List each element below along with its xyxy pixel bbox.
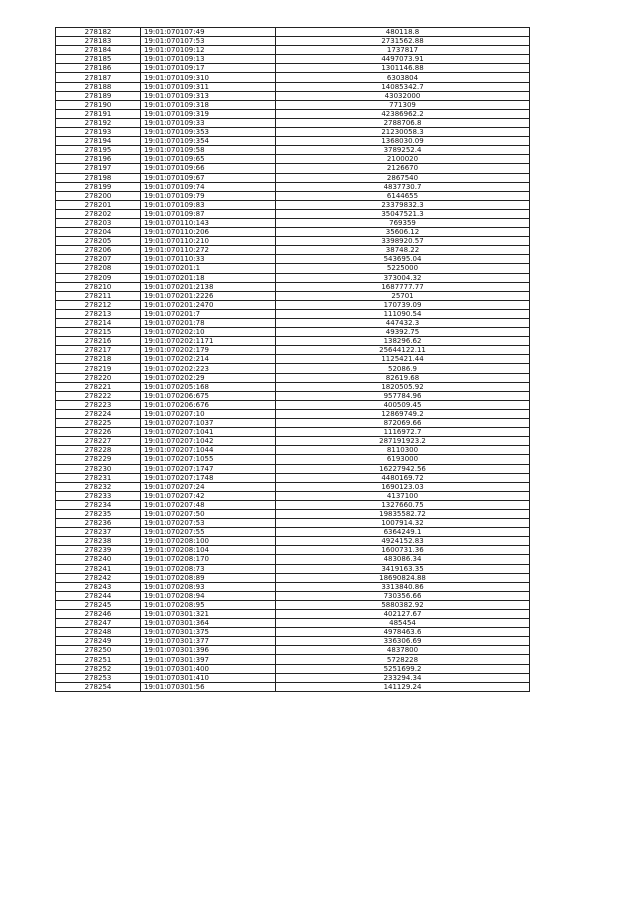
value-cell: 4837730.7	[276, 182, 530, 191]
value-cell: 35047521.3	[276, 209, 530, 218]
cadastral-number-cell: 19:01:070207:1747	[141, 464, 276, 473]
value-cell: 6144655	[276, 191, 530, 200]
row-id-cell: 278191	[56, 109, 141, 118]
row-id-cell: 278196	[56, 155, 141, 164]
table-row	[56, 146, 530, 155]
row-id-cell: 278245	[56, 600, 141, 609]
value-cell: 872069.66	[276, 419, 530, 428]
value-cell: 35606.12	[276, 228, 530, 237]
value-cell: 4137100	[276, 491, 530, 500]
row-id-cell: 278205	[56, 237, 141, 246]
cadastral-number-cell: 19:01:070201:2226	[141, 291, 276, 300]
cadastral-number-cell: 19:01:070109:74	[141, 182, 276, 191]
value-cell: 1368030.09	[276, 137, 530, 146]
row-id-cell: 278193	[56, 128, 141, 137]
table-row	[56, 28, 530, 37]
row-id-cell: 278198	[56, 173, 141, 182]
table-row	[56, 464, 530, 473]
row-id-cell: 278182	[56, 28, 141, 37]
value-cell: 4837800	[276, 646, 530, 655]
table-row	[56, 173, 530, 182]
cadastral-number-cell: 19:01:070206:675	[141, 391, 276, 400]
cadastral-number-cell: 19:01:070301:397	[141, 655, 276, 664]
table-row	[56, 264, 530, 273]
cadastral-number-cell: 19:01:070202:214	[141, 355, 276, 364]
table-row	[56, 373, 530, 382]
table-row	[56, 600, 530, 609]
cadastral-number-cell: 19:01:070109:66	[141, 164, 276, 173]
value-cell: 1687777.77	[276, 282, 530, 291]
table-row	[56, 400, 530, 409]
row-id-cell: 278231	[56, 473, 141, 482]
table-row	[56, 46, 530, 55]
data-table	[55, 27, 530, 692]
table-row	[56, 564, 530, 573]
row-id-cell: 278194	[56, 137, 141, 146]
row-id-cell: 278250	[56, 646, 141, 655]
row-id-cell: 278218	[56, 355, 141, 364]
cadastral-number-cell: 19:01:070109:33	[141, 118, 276, 127]
cadastral-number-cell: 19:01:070207:24	[141, 482, 276, 491]
cadastral-number-cell: 19:01:070201:1	[141, 264, 276, 273]
row-id-cell: 278212	[56, 300, 141, 309]
cadastral-number-cell: 19:01:070201:18	[141, 273, 276, 282]
value-cell: 49392.75	[276, 328, 530, 337]
row-id-cell: 278208	[56, 264, 141, 273]
cadastral-number-cell: 19:01:070207:1055	[141, 455, 276, 464]
row-id-cell: 278230	[56, 464, 141, 473]
row-id-cell: 278240	[56, 555, 141, 564]
value-cell: 4978463.6	[276, 628, 530, 637]
cadastral-number-cell: 19:01:070110:143	[141, 218, 276, 227]
value-cell: 5728228	[276, 655, 530, 664]
cadastral-number-cell: 19:01:070301:410	[141, 673, 276, 682]
value-cell: 730356.66	[276, 591, 530, 600]
value-cell: 2731562.88	[276, 37, 530, 46]
value-cell: 485454	[276, 619, 530, 628]
table-row	[56, 455, 530, 464]
value-cell: 483086.34	[276, 555, 530, 564]
cadastral-number-cell: 19:01:070107:49	[141, 28, 276, 37]
row-id-cell: 278238	[56, 537, 141, 546]
row-id-cell: 278197	[56, 164, 141, 173]
value-cell: 769359	[276, 218, 530, 227]
cadastral-number-cell: 19:01:070207:10	[141, 409, 276, 418]
value-cell: 52086.9	[276, 364, 530, 373]
value-cell: 1301146.88	[276, 64, 530, 73]
table-row	[56, 519, 530, 528]
table-row	[56, 528, 530, 537]
cadastral-number-cell: 19:01:070201:2138	[141, 282, 276, 291]
row-id-cell: 278192	[56, 118, 141, 127]
cadastral-number-cell: 19:01:070201:78	[141, 319, 276, 328]
cadastral-number-cell: 19:01:070109:67	[141, 173, 276, 182]
table-row	[56, 619, 530, 628]
row-id-cell: 278213	[56, 309, 141, 318]
value-cell: 2867540	[276, 173, 530, 182]
table-row	[56, 82, 530, 91]
table-row	[56, 419, 530, 428]
row-id-cell: 278214	[56, 319, 141, 328]
row-id-cell: 278200	[56, 191, 141, 200]
table-row	[56, 346, 530, 355]
cadastral-number-cell: 19:01:070109:313	[141, 91, 276, 100]
cadastral-number-cell: 19:01:070202:29	[141, 373, 276, 382]
cadastral-number-cell: 19:01:070208:89	[141, 573, 276, 582]
row-id-cell: 278183	[56, 37, 141, 46]
cadastral-number-cell: 19:01:070109:318	[141, 100, 276, 109]
table-row	[56, 255, 530, 264]
value-cell: 543695.04	[276, 255, 530, 264]
table-row	[56, 664, 530, 673]
value-cell: 1737817	[276, 46, 530, 55]
cadastral-number-cell: 19:01:070208:73	[141, 564, 276, 573]
value-cell: 6364249.1	[276, 528, 530, 537]
table-body	[56, 28, 530, 692]
value-cell: 170739.09	[276, 300, 530, 309]
value-cell: 336306.69	[276, 637, 530, 646]
cadastral-number-cell: 19:01:070109:319	[141, 109, 276, 118]
value-cell: 1116972.7	[276, 428, 530, 437]
table-row	[56, 100, 530, 109]
cadastral-number-cell: 19:01:070207:1037	[141, 419, 276, 428]
table-row	[56, 655, 530, 664]
cadastral-number-cell: 19:01:070208:95	[141, 600, 276, 609]
row-id-cell: 278225	[56, 419, 141, 428]
cadastral-number-cell: 19:01:070207:53	[141, 519, 276, 528]
cadastral-number-cell: 19:01:070107:53	[141, 37, 276, 46]
table-row	[56, 673, 530, 682]
row-id-cell: 278242	[56, 573, 141, 582]
cadastral-number-cell: 19:01:070109:13	[141, 55, 276, 64]
value-cell: 4480169.72	[276, 473, 530, 482]
cadastral-number-cell: 19:01:070205:168	[141, 382, 276, 391]
row-id-cell: 278199	[56, 182, 141, 191]
value-cell: 400509.45	[276, 400, 530, 409]
value-cell: 1327660.75	[276, 500, 530, 509]
table-row	[56, 491, 530, 500]
value-cell: 25644122.11	[276, 346, 530, 355]
value-cell: 21230058.3	[276, 128, 530, 137]
table-row	[56, 628, 530, 637]
value-cell: 5251699.2	[276, 664, 530, 673]
table-row	[56, 273, 530, 282]
table-row	[56, 482, 530, 491]
value-cell: 4924152.83	[276, 537, 530, 546]
cadastral-number-cell: 19:01:070206:676	[141, 400, 276, 409]
table-row	[56, 109, 530, 118]
table-row	[56, 200, 530, 209]
cadastral-number-cell: 19:01:070207:55	[141, 528, 276, 537]
table-row	[56, 409, 530, 418]
row-id-cell: 278239	[56, 546, 141, 555]
row-id-cell: 278253	[56, 673, 141, 682]
value-cell: 287191923.2	[276, 437, 530, 446]
table-row	[56, 500, 530, 509]
table-row	[56, 282, 530, 291]
row-id-cell: 278251	[56, 655, 141, 664]
cadastral-number-cell: 19:01:070207:1748	[141, 473, 276, 482]
row-id-cell: 278202	[56, 209, 141, 218]
cadastral-number-cell: 19:01:070301:400	[141, 664, 276, 673]
value-cell: 5225000	[276, 264, 530, 273]
row-id-cell: 278249	[56, 637, 141, 646]
value-cell: 42386962.2	[276, 109, 530, 118]
value-cell: 4497073.91	[276, 55, 530, 64]
value-cell: 12869749.2	[276, 409, 530, 418]
table-row	[56, 37, 530, 46]
row-id-cell: 278206	[56, 246, 141, 255]
table-row	[56, 137, 530, 146]
table-row	[56, 446, 530, 455]
cadastral-number-cell: 19:01:070109:17	[141, 64, 276, 73]
cadastral-number-cell: 19:01:070301:377	[141, 637, 276, 646]
cadastral-number-cell: 19:01:070109:12	[141, 46, 276, 55]
cadastral-number-cell: 19:01:070110:206	[141, 228, 276, 237]
table-row	[56, 509, 530, 518]
value-cell: 1690123.03	[276, 482, 530, 491]
table-row	[56, 355, 530, 364]
row-id-cell: 278246	[56, 610, 141, 619]
row-id-cell: 278237	[56, 528, 141, 537]
value-cell: 402127.67	[276, 610, 530, 619]
cadastral-number-cell: 19:01:070202:179	[141, 346, 276, 355]
cadastral-number-cell: 19:01:070109:310	[141, 73, 276, 82]
table-row	[56, 55, 530, 64]
row-id-cell: 278204	[56, 228, 141, 237]
cadastral-number-cell: 19:01:070301:56	[141, 682, 276, 691]
row-id-cell: 278211	[56, 291, 141, 300]
cadastral-number-cell: 19:01:070109:65	[141, 155, 276, 164]
row-id-cell: 278220	[56, 373, 141, 382]
table-row	[56, 364, 530, 373]
row-id-cell: 278248	[56, 628, 141, 637]
table-row	[56, 382, 530, 391]
table-row	[56, 300, 530, 309]
cadastral-number-cell: 19:01:070202:1171	[141, 337, 276, 346]
table-row	[56, 537, 530, 546]
row-id-cell: 278184	[56, 46, 141, 55]
value-cell: 6193000	[276, 455, 530, 464]
row-id-cell: 278223	[56, 400, 141, 409]
row-id-cell: 278228	[56, 446, 141, 455]
value-cell: 3398920.57	[276, 237, 530, 246]
row-id-cell: 278215	[56, 328, 141, 337]
value-cell: 447432.3	[276, 319, 530, 328]
cadastral-number-cell: 19:01:070109:354	[141, 137, 276, 146]
table-row	[56, 73, 530, 82]
cadastral-number-cell: 19:01:070301:375	[141, 628, 276, 637]
table-row	[56, 182, 530, 191]
table-row	[56, 646, 530, 655]
row-id-cell: 278254	[56, 682, 141, 691]
value-cell: 23379832.3	[276, 200, 530, 209]
cadastral-number-cell: 19:01:070208:104	[141, 546, 276, 555]
cadastral-number-cell: 19:01:070201:2470	[141, 300, 276, 309]
value-cell: 18690824.88	[276, 573, 530, 582]
table-row	[56, 473, 530, 482]
row-id-cell: 278247	[56, 619, 141, 628]
value-cell: 19835582.72	[276, 509, 530, 518]
table-row	[56, 391, 530, 400]
cadastral-number-cell: 19:01:070207:50	[141, 509, 276, 518]
value-cell: 38748.22	[276, 246, 530, 255]
value-cell: 25701	[276, 291, 530, 300]
cadastral-number-cell: 19:01:070109:83	[141, 200, 276, 209]
table-row	[56, 637, 530, 646]
row-id-cell: 278227	[56, 437, 141, 446]
value-cell: 43032000	[276, 91, 530, 100]
cadastral-number-cell: 19:01:070208:100	[141, 537, 276, 546]
table-row	[56, 573, 530, 582]
row-id-cell: 278188	[56, 82, 141, 91]
row-id-cell: 278209	[56, 273, 141, 282]
row-id-cell: 278235	[56, 509, 141, 518]
row-id-cell: 278222	[56, 391, 141, 400]
cadastral-number-cell: 19:01:070201:7	[141, 309, 276, 318]
table-row	[56, 228, 530, 237]
table-row	[56, 437, 530, 446]
cadastral-number-cell: 19:01:070207:1041	[141, 428, 276, 437]
table-row	[56, 128, 530, 137]
table-row	[56, 237, 530, 246]
row-id-cell: 278233	[56, 491, 141, 500]
value-cell: 1820505.92	[276, 382, 530, 391]
value-cell: 480118.8	[276, 28, 530, 37]
row-id-cell: 278232	[56, 482, 141, 491]
cadastral-number-cell: 19:01:070109:311	[141, 82, 276, 91]
value-cell: 14085342.7	[276, 82, 530, 91]
row-id-cell: 278229	[56, 455, 141, 464]
value-cell: 2788706.8	[276, 118, 530, 127]
table-row	[56, 91, 530, 100]
value-cell: 138296.62	[276, 337, 530, 346]
row-id-cell: 278187	[56, 73, 141, 82]
value-cell: 957784.96	[276, 391, 530, 400]
value-cell: 3313840.86	[276, 582, 530, 591]
value-cell: 111090.54	[276, 309, 530, 318]
cadastral-number-cell: 19:01:070208:93	[141, 582, 276, 591]
value-cell: 3419163.35	[276, 564, 530, 573]
row-id-cell: 278185	[56, 55, 141, 64]
table-row	[56, 155, 530, 164]
value-cell: 3789252.4	[276, 146, 530, 155]
table-row	[56, 191, 530, 200]
value-cell: 6303804	[276, 73, 530, 82]
row-id-cell: 278224	[56, 409, 141, 418]
cadastral-number-cell: 19:01:070208:170	[141, 555, 276, 564]
row-id-cell: 278236	[56, 519, 141, 528]
table-row	[56, 218, 530, 227]
table-row	[56, 118, 530, 127]
cadastral-number-cell: 19:01:070207:48	[141, 500, 276, 509]
value-cell: 8110300	[276, 446, 530, 455]
value-cell: 1125421.44	[276, 355, 530, 364]
value-cell: 233294.34	[276, 673, 530, 682]
row-id-cell: 278252	[56, 664, 141, 673]
cadastral-number-cell: 19:01:070109:79	[141, 191, 276, 200]
cadastral-number-cell: 19:01:070207:42	[141, 491, 276, 500]
cadastral-number-cell: 19:01:070301:396	[141, 646, 276, 655]
table-row	[56, 319, 530, 328]
value-cell: 141129.24	[276, 682, 530, 691]
table-row	[56, 337, 530, 346]
table-row	[56, 546, 530, 555]
cadastral-number-cell: 19:01:070208:94	[141, 591, 276, 600]
row-id-cell: 278219	[56, 364, 141, 373]
table-row	[56, 209, 530, 218]
table-row	[56, 64, 530, 73]
row-id-cell: 278243	[56, 582, 141, 591]
value-cell: 2100020	[276, 155, 530, 164]
value-cell: 373004.32	[276, 273, 530, 282]
cadastral-number-cell: 19:01:070110:272	[141, 246, 276, 255]
row-id-cell: 278244	[56, 591, 141, 600]
row-id-cell: 278217	[56, 346, 141, 355]
table-row	[56, 555, 530, 564]
value-cell: 1600731.36	[276, 546, 530, 555]
value-cell: 2126670	[276, 164, 530, 173]
row-id-cell: 278189	[56, 91, 141, 100]
table-row	[56, 582, 530, 591]
row-id-cell: 278190	[56, 100, 141, 109]
row-id-cell: 278216	[56, 337, 141, 346]
row-id-cell: 278195	[56, 146, 141, 155]
row-id-cell: 278241	[56, 564, 141, 573]
cadastral-number-cell: 19:01:070207:1042	[141, 437, 276, 446]
table-row	[56, 309, 530, 318]
value-cell: 771309	[276, 100, 530, 109]
table-row	[56, 610, 530, 619]
table-row	[56, 682, 530, 691]
cadastral-number-cell: 19:01:070109:58	[141, 146, 276, 155]
cadastral-number-cell: 19:01:070202:10	[141, 328, 276, 337]
table-row	[56, 246, 530, 255]
table-row	[56, 291, 530, 300]
table-row	[56, 328, 530, 337]
table-row	[56, 164, 530, 173]
cadastral-number-cell: 19:01:070110:210	[141, 237, 276, 246]
row-id-cell: 278210	[56, 282, 141, 291]
cadastral-number-cell: 19:01:070301:364	[141, 619, 276, 628]
table-row	[56, 591, 530, 600]
row-id-cell: 278221	[56, 382, 141, 391]
cadastral-number-cell: 19:01:070109:87	[141, 209, 276, 218]
row-id-cell: 278201	[56, 200, 141, 209]
row-id-cell: 278207	[56, 255, 141, 264]
value-cell: 16227942.56	[276, 464, 530, 473]
cadastral-number-cell: 19:01:070202:223	[141, 364, 276, 373]
value-cell: 1007914.32	[276, 519, 530, 528]
value-cell: 5880382.92	[276, 600, 530, 609]
cadastral-number-cell: 19:01:070301:321	[141, 610, 276, 619]
row-id-cell: 278186	[56, 64, 141, 73]
value-cell: 82619.68	[276, 373, 530, 382]
cadastral-number-cell: 19:01:070109:353	[141, 128, 276, 137]
row-id-cell: 278234	[56, 500, 141, 509]
row-id-cell: 278203	[56, 218, 141, 227]
cadastral-number-cell: 19:01:070207:1044	[141, 446, 276, 455]
row-id-cell: 278226	[56, 428, 141, 437]
table-row	[56, 428, 530, 437]
cadastral-number-cell: 19:01:070110:33	[141, 255, 276, 264]
